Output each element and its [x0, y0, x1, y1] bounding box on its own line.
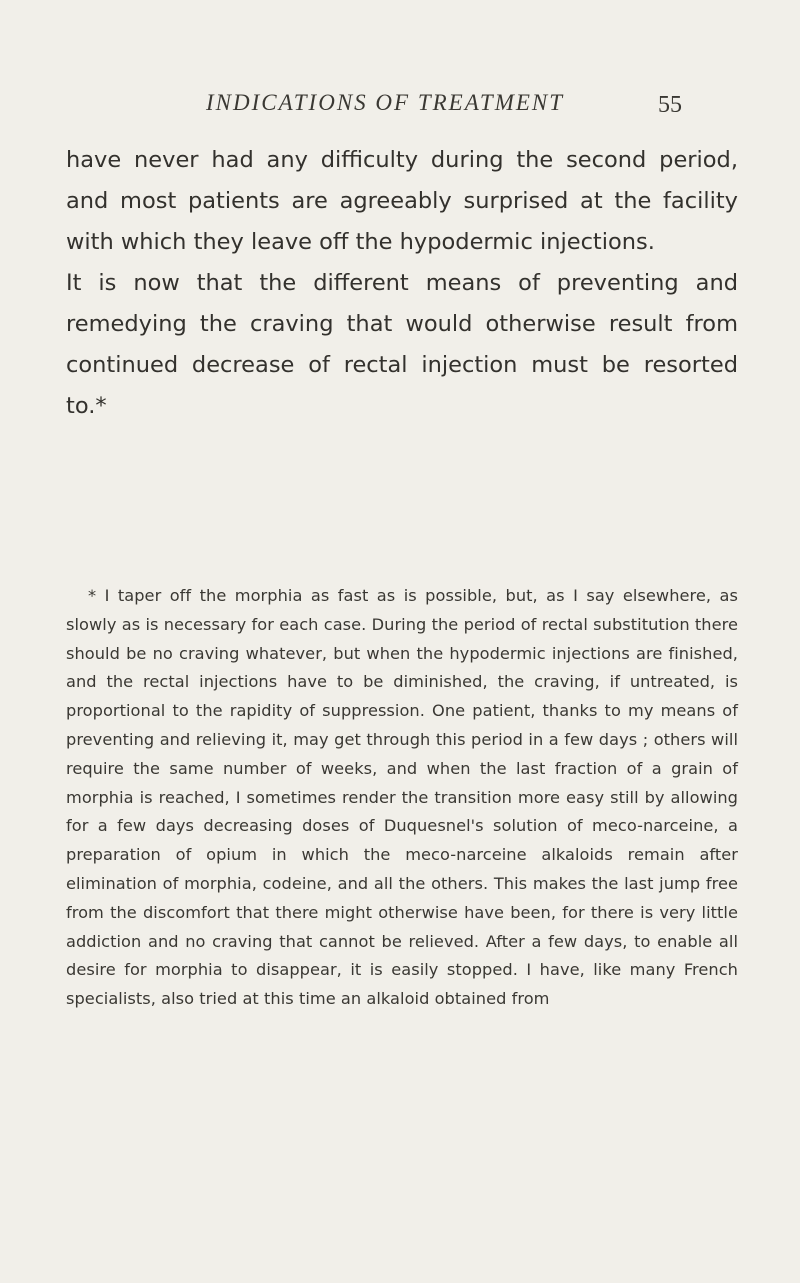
footnote-text: * I taper off the morphia as fast as is possible, but, as I say elsewhere, as slowly as is necessary for each case. During the period of rectal substitution there should be no craving whatever, but when the hypodermic injections are finished, and the rectal injections have to be diminished, the craving, if untreated, is proportional to the rapidity of suppression. One patient, thanks to my means of preventing and relieving it, may get through this period in a few days ; others will require the same number of weeks, and when the last fraction of a grain of morphia is reached, I sometimes render the transition more easy still by allowing for a few days decreasing doses of Duquesnel's solution of meco-narceine, a preparation of opium in which the meco-narceine alkaloids remain after elimination of morphia, codeine, and all the others. This makes the last jump free from the discomfort that there might otherwise have been, for there is very little addiction and no craving that cannot be relieved. After a few days, to enable all desire for morphia to disappear, it is easily stopped. I have, like many French specialists, also tried at this time an alkaloid obtained from: [66, 586, 738, 1009]
page-number: 55: [658, 92, 682, 118]
footnote: [66, 582, 738, 1014]
paragraph-2: It is now that the different means of preventing and remedying the craving that would otherwise result from continued decrease of rectal injection must be resorted to.*: [66, 270, 738, 419]
main-text: [66, 140, 738, 427]
paragraph-1: have never had any difficulty during the second period, and most patients are agreeably surprised at the facility with which they leave off the hypodermic injections.: [66, 147, 738, 255]
running-head: INDICATIONS OF TREATMENT: [205, 90, 565, 115]
